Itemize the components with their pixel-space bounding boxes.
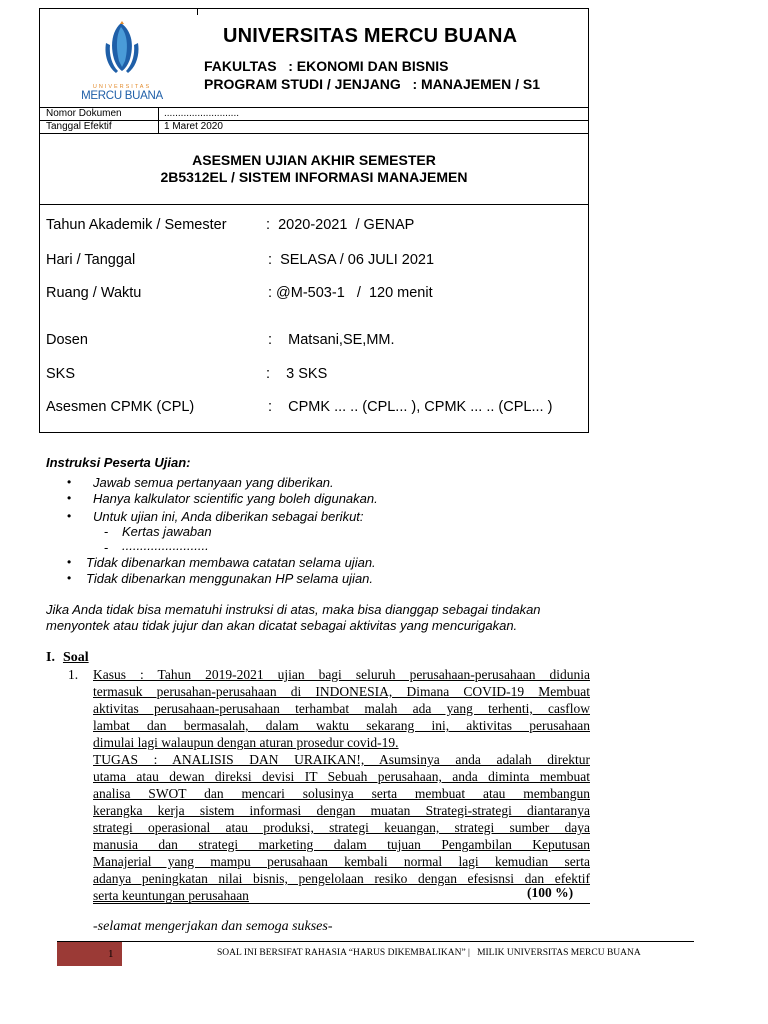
question-line: strategi operasional atau produksi, strategi keuangan, strategi sumber daya — [93, 820, 590, 835]
score-underline — [93, 903, 590, 904]
question-line: serta keuntungan perusahaan — [93, 888, 249, 903]
divider — [40, 107, 588, 108]
footer-rule — [57, 941, 694, 942]
question-line: termasuk perusahan-perusahaan di INDONESIA, Dimana COVID-19 Membuat — [93, 684, 590, 699]
dash-icon: - — [104, 524, 109, 539]
tanggal-efektif-label: Tanggal Efektif — [46, 121, 112, 132]
dash-icon: - — [104, 540, 109, 555]
question-body — [93, 666, 590, 904]
question-line: lambat dan bermasalah, dalam waktu sekarang ini, aktivitas perusahaan — [93, 718, 590, 733]
header-box — [39, 8, 589, 433]
divider — [40, 204, 588, 205]
instruction-subitem: Kertas jawaban — [122, 524, 212, 539]
page-number: 1 — [108, 948, 114, 960]
soal-heading — [46, 650, 89, 666]
info-label: Hari / Tanggal — [46, 252, 136, 268]
question-line: Kasus : Tahun 2019-2021 ujian bagi seluruh perusahaan-perusahaan didunia — [93, 667, 590, 682]
university-name: UNIVERSITAS MERCU BUANA — [223, 25, 518, 47]
info-value: : 3 SKS — [266, 366, 328, 382]
bullet-dot-icon: • — [67, 571, 72, 585]
divider — [40, 120, 588, 121]
instruction-subitem: ........................ — [122, 538, 209, 553]
table-divider — [158, 107, 159, 133]
course-title: 2B5312EL / SISTEM INFORMASI MANAJEMEN — [160, 169, 468, 185]
info-label: Dosen — [46, 332, 88, 348]
question-line: Manajerial yang mampu perusahaan kembali normal lagi kemudian serta — [93, 854, 590, 869]
bullet-dot-icon: • — [67, 509, 72, 523]
info-value: : Matsani,SE,MM. — [268, 332, 395, 348]
warning-paragraph: Jika Anda tidak bisa mematuhi instruksi di atas, maka bisa dianggap sebagai tindakan menyontek atau tidak jujur dan akan dicatat sebagai aktivitas yang mencurigakan. — [46, 602, 541, 633]
info-label: Tahun Akademik / Semester — [46, 217, 227, 233]
info-label: SKS — [46, 366, 76, 382]
question-line: adanya peningkatan nilai bisnis, pengelolaan resiko dengan efesisnsi dan efektif — [93, 871, 590, 886]
question-line: dimulai lagi walaupun dengan aturan prosedur covid-19. — [93, 735, 399, 750]
bullet-dot-icon: • — [67, 491, 72, 505]
logo-small-text: UNIVERSITAS — [92, 84, 152, 90]
info-value: : SELASA / 06 JULI 2021 — [268, 252, 435, 268]
faculty-line: FAKULTAS : EKONOMI DAN BISNIS — [204, 58, 449, 74]
mercu-buana-logo-icon — [76, 21, 168, 77]
instruction-item: Tidak dibenarkan menggunakan HP selama ujian. — [86, 571, 374, 586]
soal-heading-number: I. — [46, 650, 55, 665]
question-line: aktivitas perusahaan-perusahaan terhambat malah ada yang terhenti, casflow — [93, 701, 590, 716]
exam-title: ASESMEN UJIAN AKHIR SEMESTER — [192, 152, 436, 168]
info-value: : CPMK ... .. (CPL... ), CPMK ... .. (CPL... ) — [268, 399, 553, 415]
logo-wordmark: MERCU BUANA — [81, 90, 163, 102]
question-line: TUGAS : ANALISIS DAN URAIKAN!, Asumsinya anda adalah direktur — [93, 752, 590, 767]
question-line: analisa SWOT dan mencari solusinya serta membuat atau membangun — [93, 786, 590, 801]
info-value: : 2020-2021 / GENAP — [266, 217, 415, 233]
instructions-title: Instruksi Peserta Ujian: — [46, 455, 191, 470]
instruction-item: Tidak dibenarkan membawa catatan selama ujian. — [86, 555, 376, 570]
soal-heading-text: Soal — [62, 650, 89, 665]
question-line: kerangka kerja sistem informasi dengan muatan Strategi-strategi diantaranya — [93, 803, 590, 818]
tanggal-efektif-value: 1 Maret 2020 — [164, 121, 223, 132]
score-label: (100 %) — [527, 885, 574, 900]
question-line: manusia dan strategi marketing dalam tujuan Pengambilan Keputusan — [93, 837, 590, 852]
nomor-dokumen-value: ........................... — [164, 108, 240, 119]
closing-text: -selamat mengerjakan dan semoga sukses- — [93, 919, 333, 934]
bullet-dot-icon: • — [67, 475, 72, 489]
university-logo — [76, 21, 168, 101]
program-line: PROGRAM STUDI / JENJANG : MANAJEMEN / S1 — [204, 76, 541, 92]
question-line: utama atau dewan direksi devisi IT Sebuah perusahaan, anda diminta membuat — [93, 769, 590, 784]
instruction-item: Jawab semua pertanyaan yang diberikan. — [93, 475, 334, 490]
divider — [40, 133, 588, 134]
nomor-dokumen-label: Nomor Dokumen — [46, 108, 122, 119]
info-label: Ruang / Waktu — [46, 285, 142, 301]
instruction-item: Hanya kalkulator scientific yang boleh digunakan. — [93, 491, 378, 506]
column-tick — [197, 9, 198, 15]
bullet-dot-icon: • — [67, 555, 72, 569]
instruction-item: Untuk ujian ini, Anda diberikan sebagai berikut: — [93, 509, 364, 524]
info-value: : @M-503-1 / 120 menit — [268, 285, 433, 301]
question-number: 1. — [68, 667, 79, 682]
footer-text: SOAL INI BERSIFAT RAHASIA “HARUS DIKEMBALIKAN” | MILIK UNIVERSITAS MERCU BUANA — [217, 948, 641, 958]
info-label: Asesmen CPMK (CPL) — [46, 399, 195, 415]
